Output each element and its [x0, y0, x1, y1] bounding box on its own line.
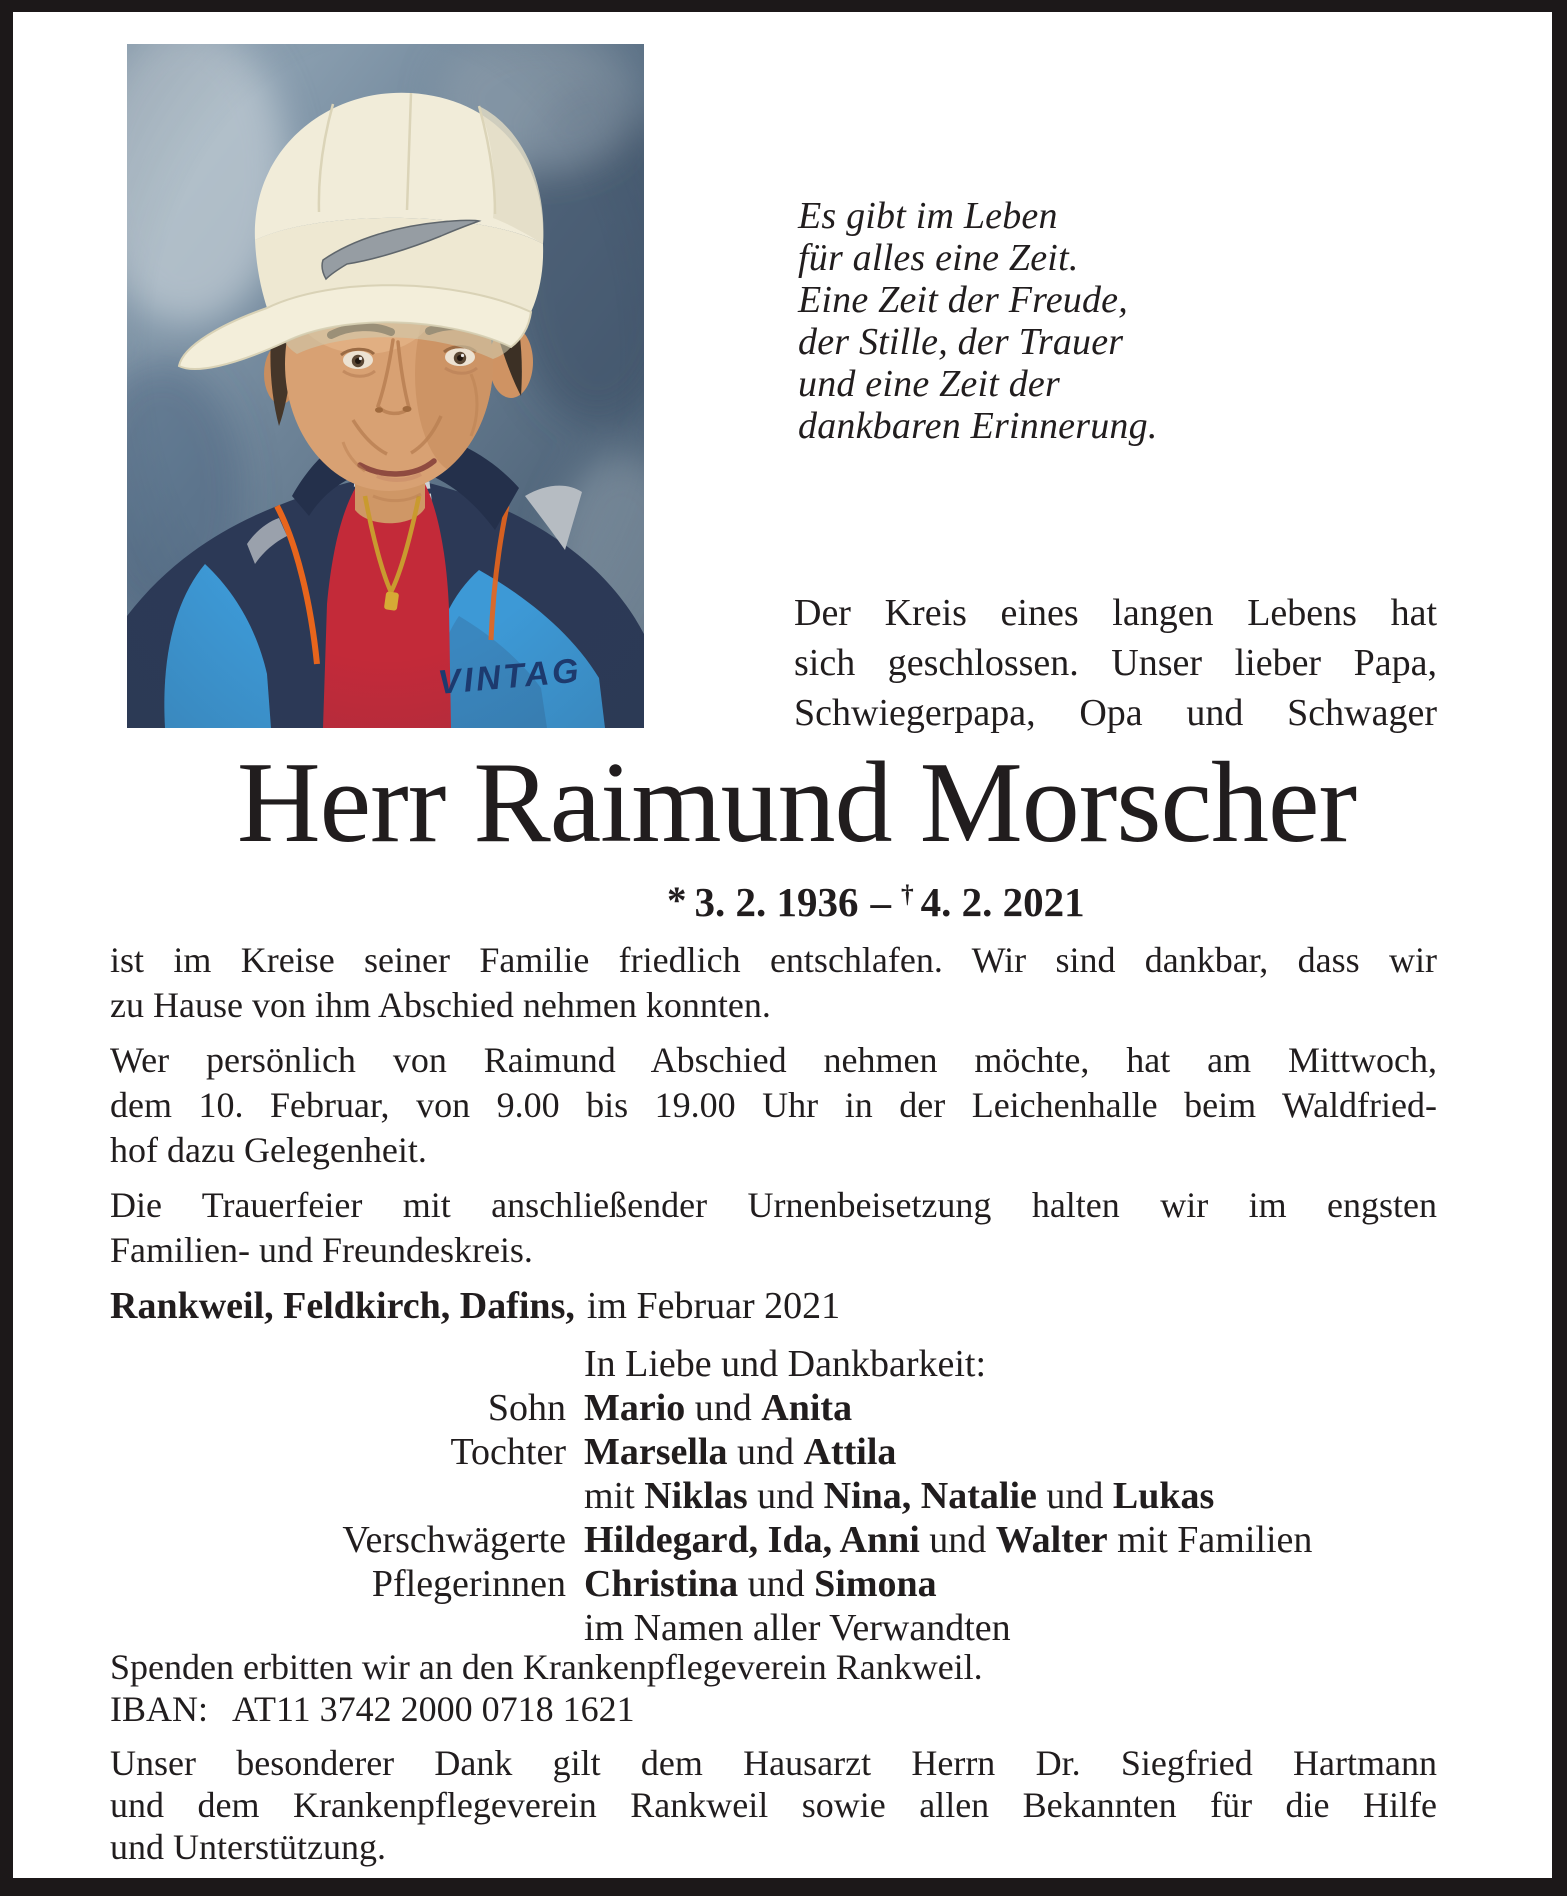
text-line: hof dazu Gelegenheit. [110, 1130, 427, 1170]
text-line: Familien- und Freundeskreis. [110, 1230, 533, 1270]
family-text: und [919, 1519, 996, 1561]
family-name: Lukas [1112, 1475, 1215, 1517]
family-text: und [685, 1387, 762, 1429]
donation-line: Spenden erbitten wir an den Krankenpflegeverein Rankweil. [110, 1647, 983, 1687]
family-name: Christina [584, 1563, 739, 1605]
family-names [584, 1562, 937, 1606]
family-row [110, 1518, 1437, 1562]
family-text: und [727, 1431, 804, 1473]
family-text: und [1036, 1475, 1113, 1517]
family-text: mit [584, 1475, 645, 1517]
family-names [584, 1342, 986, 1386]
family-relation-label: Tochter [450, 1431, 566, 1473]
family-text: und [738, 1563, 815, 1605]
paragraph-abschied [110, 1038, 1437, 1173]
dateline-places: Rankweil, Feldkirch, Dafins, [110, 1285, 575, 1327]
obituary-sheet [13, 12, 1552, 1878]
photo-vignette [127, 44, 644, 728]
family-name: Niklas [644, 1475, 748, 1517]
paragraph-entschlafen [110, 938, 1437, 1028]
text-line: Es gibt im Leben [798, 195, 1058, 237]
life-dates [667, 871, 1085, 925]
family-row [110, 1386, 1437, 1430]
family-name: Attila [803, 1431, 897, 1473]
donation-block [110, 1646, 1437, 1730]
family-relation-label [110, 1474, 566, 1518]
family-name: Marsella [584, 1431, 728, 1473]
family-names [584, 1386, 852, 1430]
iban-label: IBAN: [110, 1689, 208, 1729]
dateline-date: im Februar 2021 [586, 1285, 841, 1327]
family-relation-label [110, 1606, 566, 1650]
family-row [110, 1474, 1437, 1518]
dateline [110, 1283, 1437, 1329]
family-relation-label: Verschwägerte [342, 1519, 566, 1561]
portrait-photo [127, 44, 644, 728]
birth-date: 3. 2. 1936 [694, 879, 859, 925]
family-text: im Namen aller Verwandten [584, 1607, 1011, 1649]
family-row [110, 1606, 1437, 1650]
birth-symbol: * [667, 879, 687, 922]
paragraph-trauerfeier [110, 1183, 1437, 1273]
family-row [110, 1430, 1437, 1474]
text-line: ist im Kreise seiner Familie friedlich entschlafen. Wir sind dankbar, dass wir [110, 940, 1437, 980]
text-line: der Stille, der Trauer [798, 321, 1124, 363]
intro-block [794, 588, 1437, 738]
death-date: 4. 2. 2021 [920, 879, 1085, 925]
text-line: Eine Zeit der Freude, [798, 279, 1128, 321]
family-row [110, 1342, 1437, 1386]
family-relation-label [110, 1342, 566, 1386]
quote-block [798, 195, 1158, 447]
family-text: In Liebe und Dankbarkeit: [584, 1343, 987, 1385]
family-names [584, 1518, 1312, 1562]
family-names [584, 1606, 1011, 1650]
thanks-block [110, 1742, 1437, 1868]
text-line: und Unterstützung. [110, 1827, 386, 1867]
dates-separator: – [870, 879, 891, 925]
text-line: und eine Zeit der [798, 363, 1060, 405]
family-text: mit Familien [1107, 1519, 1313, 1561]
family-name: Nina, Natalie [823, 1475, 1037, 1517]
iban-line [110, 1688, 1437, 1730]
family-name: Anita [761, 1387, 853, 1429]
text-line: dem 10. Februar, von 9.00 bis 19.00 Uhr in der Leichenhalle beim Waldfried- [110, 1085, 1437, 1125]
iban-value: AT11 3742 2000 0718 1621 [232, 1689, 635, 1729]
deceased-name: Herr Raimund Morscher [236, 739, 1357, 867]
family-relation-label: Pflegerinnen [371, 1563, 566, 1605]
family-row [110, 1562, 1437, 1606]
text-line: Unser besonderer Dank gilt dem Hausarzt Herrn Dr. Siegfried Hartmann [110, 1743, 1437, 1783]
text-line: sich geschlossen. Unser lieber Papa, [794, 642, 1437, 684]
family-name: Simona [814, 1563, 937, 1605]
death-symbol: † [900, 880, 914, 908]
text-line: und dem Krankenpflegeverein Rankweil sowie allen Bekannten für die Hilfe [110, 1785, 1437, 1825]
family-name: Walter [995, 1519, 1108, 1561]
family-names [584, 1474, 1214, 1518]
family-name: Mario [584, 1387, 686, 1429]
text-line: Wer persönlich von Raimund Abschied nehmen möchte, hat am Mittwoch, [110, 1040, 1437, 1080]
family-names [584, 1430, 896, 1474]
text-line: für alles eine Zeit. [798, 237, 1079, 279]
text-line: Der Kreis eines langen Lebens hat [794, 592, 1437, 634]
text-line: dankbaren Erinnerung. [798, 405, 1158, 447]
text-line: Die Trauerfeier mit anschließender Urnenbeisetzung halten wir im engsten [110, 1185, 1437, 1225]
family-relation-label: Sohn [487, 1387, 566, 1429]
family-name: Hildegard, Ida, Anni [584, 1519, 920, 1561]
family-list [110, 1342, 1437, 1650]
family-text: und [747, 1475, 824, 1517]
obituary-body [110, 938, 1437, 1329]
text-line: Schwiegerpapa, Opa und Schwager [794, 692, 1437, 734]
text-line: zu Hause von ihm Abschied nehmen konnten. [110, 985, 771, 1025]
